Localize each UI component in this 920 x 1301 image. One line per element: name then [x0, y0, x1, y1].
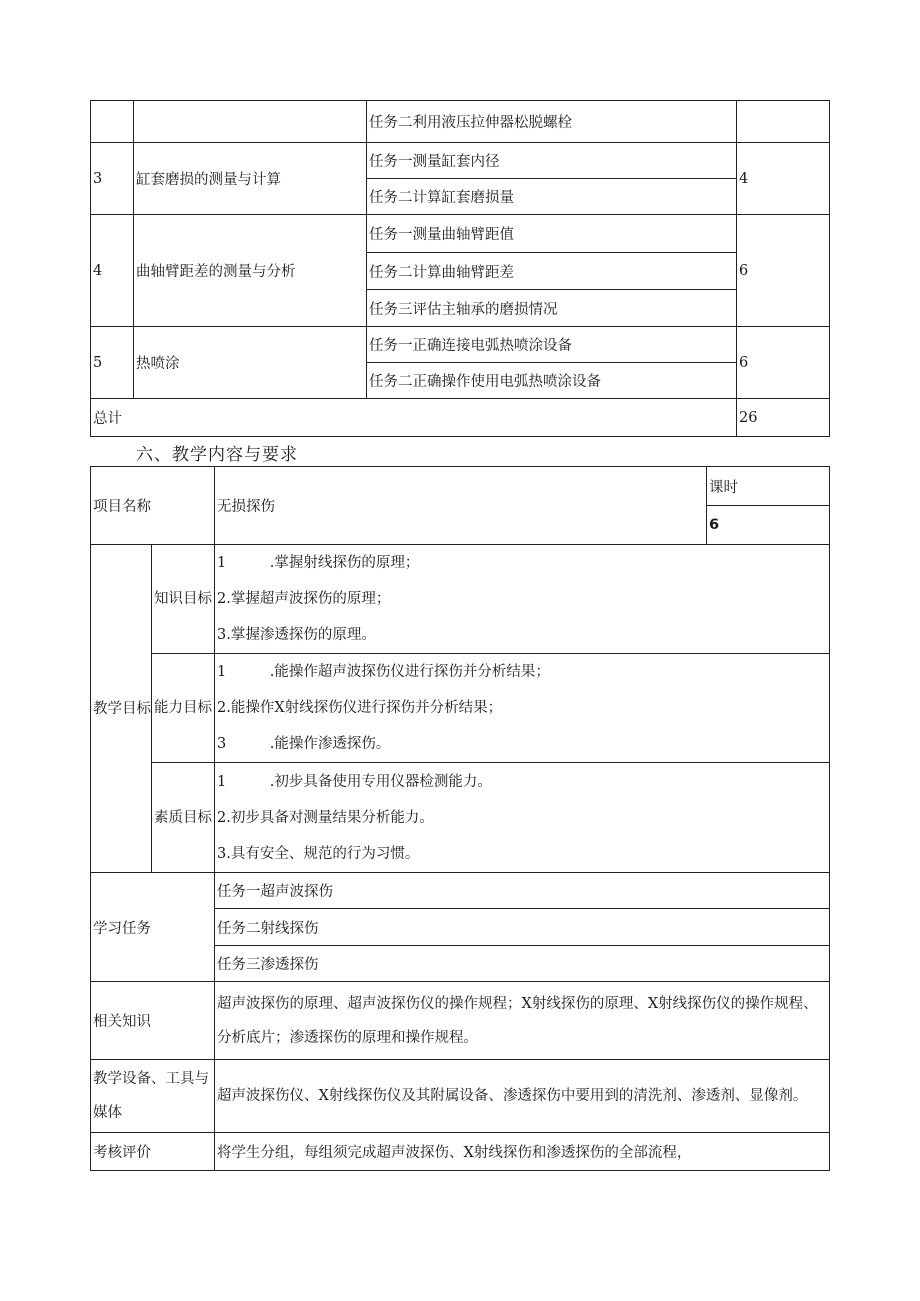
ability-objectives-label: 能力目标 — [152, 654, 215, 763]
row-number — [91, 101, 134, 143]
quality-objectives-label: 素质目标 — [152, 763, 215, 873]
task-cell: 任务三渗透探伤 — [215, 946, 830, 982]
project-name-value: 无损探伤 — [215, 467, 707, 545]
hours-cell — [737, 101, 830, 143]
table-row — [91, 467, 830, 506]
list-item: 2.能操作X射线探伤仪进行探伤并分析结果； — [217, 700, 503, 716]
hours-cell: 6 — [737, 215, 830, 327]
hours-label: 课时 — [707, 467, 830, 506]
table-row — [91, 545, 830, 654]
list-item: 1 .初步具备使用专用仪器检测能力。 — [217, 773, 492, 790]
equipment: 超声波探伤仪、X射线探伤仪及其附属设备、渗透探伤中要用到的清洗剂、渗透剂、显像剂。 — [215, 1060, 830, 1133]
quality-objectives — [215, 763, 830, 873]
project-name: 缸套磨损的测量与计算 — [134, 143, 367, 215]
table-row — [91, 1060, 830, 1133]
total-value: 26 — [737, 399, 830, 437]
table-row — [91, 1133, 830, 1171]
equipment-label: 教学设备、工具与媒体 — [91, 1060, 215, 1133]
project-name: 热喷涂 — [134, 327, 367, 399]
knowledge-objectives — [215, 545, 830, 654]
ability-objectives — [215, 654, 830, 763]
evaluation-label: 考核评价 — [91, 1133, 215, 1171]
table-row — [91, 873, 830, 909]
list-item: 2.初步具备对测量结果分析能力。 — [217, 809, 434, 826]
table-row — [91, 654, 830, 763]
task-cell: 任务二射线探伤 — [215, 909, 830, 946]
list-item: 3.具有安全、规范的行为习惯。 — [217, 845, 420, 862]
list-item: 3 .能操作渗透探伤。 — [217, 736, 391, 752]
task-cell: 任务二正确操作使用电弧热喷涂设备 — [367, 363, 737, 399]
task-cell: 任务一测量曲轴臂距值 — [367, 215, 737, 253]
hours-cell: 4 — [737, 143, 830, 215]
row-number: 5 — [91, 327, 134, 399]
table-row — [91, 982, 830, 1060]
section-heading: 六、教学内容与要求 — [136, 445, 298, 465]
related-knowledge-label: 相关知识 — [91, 982, 215, 1060]
knowledge-objectives-label: 知识目标 — [152, 545, 215, 654]
table-row — [91, 143, 830, 179]
teaching-content-table — [90, 466, 830, 1171]
project-name — [134, 101, 367, 143]
table-row — [91, 101, 830, 143]
project-name: 曲轴臂距差的测量与分析 — [134, 215, 367, 327]
list-item: 3.掌握渗透探伤的原理。 — [217, 627, 376, 643]
total-label: 总计 — [91, 399, 737, 437]
task-cell: 任务一超声波探伤 — [215, 873, 830, 909]
table-row — [91, 763, 830, 873]
evaluation: 将学生分组，每组须完成超声波探伤、X射线探伤和渗透探伤的全部流程， — [215, 1133, 830, 1171]
table-row — [91, 327, 830, 363]
list-item: 1 .能操作超声波探伤仪进行探伤并分析结果； — [217, 664, 550, 680]
task-cell: 任务三评估主轴承的磨损情况 — [367, 290, 737, 327]
list-item: 1 .掌握射线探伤的原理； — [217, 555, 420, 571]
task-cell: 任务二计算缸套磨损量 — [367, 179, 737, 215]
objectives-label: 教学目标 — [91, 545, 152, 873]
list-item: 2.掌握超声波探伤的原理； — [217, 591, 391, 607]
task-cell: 任务二利用液压拉伸器松脱螺栓 — [367, 101, 737, 143]
hours-value: 6 — [707, 506, 830, 545]
task-cell: 任务一正确连接电弧热喷涂设备 — [367, 327, 737, 363]
row-number: 4 — [91, 215, 134, 327]
task-cell: 任务二计算曲轴臂距差 — [367, 253, 737, 290]
project-name-label: 项目名称 — [91, 467, 215, 545]
total-row — [91, 399, 830, 437]
related-knowledge: 超声波探伤的原理、超声波探伤仪的操作规程；X射线探伤的原理、X射线探伤仪的操作规程、分析底片；渗透探伤的原理和操作规程。 — [215, 982, 830, 1060]
row-number: 3 — [91, 143, 134, 215]
task-cell: 任务一测量缸套内径 — [367, 143, 737, 179]
table-row — [91, 215, 830, 253]
learning-tasks-label: 学习任务 — [91, 873, 215, 982]
schedule-table — [90, 100, 830, 437]
hours-cell: 6 — [737, 327, 830, 399]
